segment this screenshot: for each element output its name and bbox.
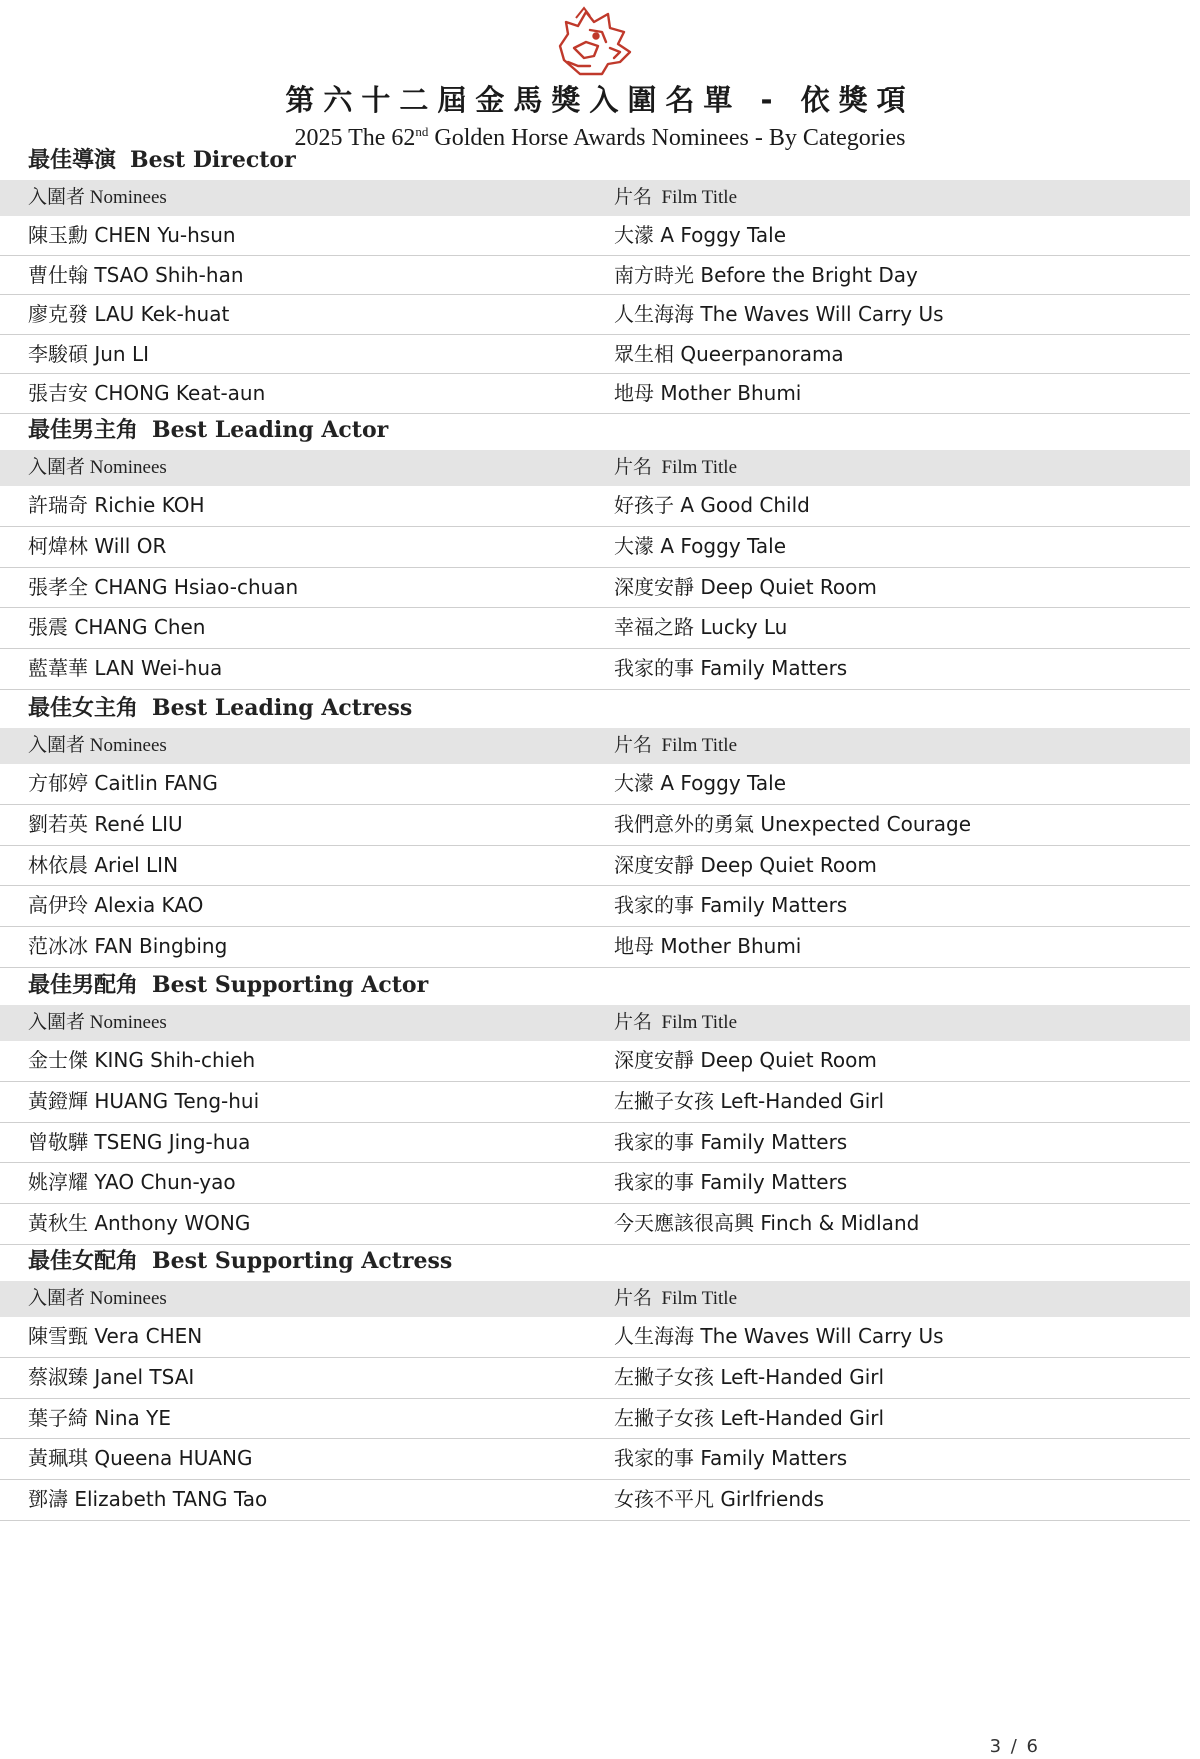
table-row — [0, 927, 1190, 968]
column-header-nominees: 入圍者 Nominees — [28, 1288, 167, 1309]
table-row — [0, 886, 1190, 927]
nominee-name: 劉若英 René LIU — [28, 811, 183, 836]
column-header-film-title: 片名 Film Title — [614, 1012, 738, 1033]
nominee-name: 姚淳耀 YAO Chun-yao — [28, 1170, 236, 1195]
table-row — [0, 649, 1190, 690]
table-row — [0, 216, 1190, 256]
table-row — [0, 1358, 1190, 1399]
column-header-nominees: 入圍者 Nominees — [28, 1012, 167, 1033]
nominee-name: 曹仕翰 TSAO Shih-han — [28, 262, 244, 287]
table-row — [0, 1204, 1190, 1245]
nominee-name: 陳玉勳 CHEN Yu-hsun — [28, 223, 236, 247]
film-title: 我家的事 Family Matters — [614, 893, 848, 918]
nominee-name: 柯煒林 Will OR — [28, 533, 167, 558]
film-title: 好孩子 A Good Child — [614, 493, 810, 517]
nominee-name: 曾敬驊 TSENG Jing-hua — [28, 1129, 251, 1154]
table-row — [0, 1480, 1190, 1521]
table-row — [0, 1082, 1190, 1123]
section-title-en: Best Leading Actress — [152, 695, 413, 721]
table-row — [0, 1123, 1190, 1164]
column-header-nominees: 入圍者 Nominees — [28, 457, 167, 478]
nominee-name: 葉子綺 Nina YE — [28, 1405, 172, 1430]
film-title: 深度安靜 Deep Quiet Room — [614, 1048, 877, 1072]
golden-horse-logo-icon — [550, 4, 640, 80]
film-title: 地母 Mother Bhumi — [614, 381, 802, 406]
column-header-film-title: 片名 Film Title — [614, 1288, 738, 1309]
nominee-name: 陳雪甄 Vera CHEN — [28, 1324, 203, 1348]
column-header-film-title: 片名 Film Title — [614, 457, 738, 478]
nominee-name: 李駿碩 Jun LI — [28, 341, 150, 366]
section-title-zh: 最佳男配角 — [28, 972, 139, 998]
nominee-name: 廖克發 LAU Kek-huat — [28, 302, 230, 327]
film-title: 人生海海 The Waves Will Carry Us — [614, 302, 944, 327]
film-title: 深度安靜 Deep Quiet Room — [614, 574, 877, 599]
table-header-row — [0, 180, 1190, 216]
section-title-zh: 最佳女配角 — [28, 1248, 139, 1274]
nominee-name: 林依晨 Ariel LIN — [28, 852, 179, 877]
table-row — [0, 374, 1190, 414]
award-section — [0, 688, 1190, 968]
table-row — [0, 568, 1190, 609]
table-row — [0, 1163, 1190, 1204]
table-row — [0, 1041, 1190, 1082]
title-en-rest: Golden Horse Awards Nominees - By Categories — [428, 125, 906, 151]
section-title-en: Best Director — [130, 147, 296, 173]
film-title: 今天應該很高興 Finch & Midland — [614, 1211, 920, 1236]
nominee-name: 張震 CHANG Chen — [28, 615, 206, 640]
section-title-en: Best Supporting Actor — [152, 972, 429, 998]
section-title-zh: 最佳男主角 — [28, 417, 139, 443]
table-header-row — [0, 728, 1190, 764]
nominee-name: 張孝全 CHANG Hsiao-chuan — [28, 574, 299, 599]
table-header-row — [0, 1281, 1190, 1317]
film-title: 我們意外的勇氣 Unexpected Courage — [614, 811, 972, 836]
section-title-en: Best Leading Actor — [152, 417, 389, 443]
table-row — [0, 486, 1190, 527]
page-number: 3 / 6 — [989, 1736, 1040, 1757]
film-title: 深度安靜 Deep Quiet Room — [614, 852, 877, 877]
film-title: 左撇子女孩 Left-Handed Girl — [614, 1405, 885, 1430]
nominee-name: 許瑞奇 Richie KOH — [28, 493, 205, 517]
section-title — [0, 140, 1190, 180]
film-title: 南方時光 Before the Bright Day — [614, 262, 918, 287]
section-title — [0, 1241, 1190, 1281]
award-section — [0, 410, 1190, 690]
film-title: 地母 Mother Bhumi — [614, 934, 802, 959]
film-title: 我家的事 Family Matters — [614, 1170, 848, 1195]
film-title: 我家的事 Family Matters — [614, 1446, 848, 1471]
section-title-zh: 最佳女主角 — [28, 695, 139, 721]
film-title: 我家的事 Family Matters — [614, 1129, 848, 1154]
section-title — [0, 410, 1190, 450]
section-title-en: Best Supporting Actress — [152, 1248, 453, 1274]
table-row — [0, 335, 1190, 375]
table-header-row — [0, 1005, 1190, 1041]
film-title: 幸福之路 Lucky Lu — [614, 615, 788, 640]
table-header-row — [0, 450, 1190, 486]
table-row — [0, 608, 1190, 649]
column-header-nominees: 入圍者 Nominees — [28, 735, 167, 756]
nominee-name: 金士傑 KING Shih-chieh — [28, 1048, 256, 1072]
table-row — [0, 1317, 1190, 1358]
table-row — [0, 1399, 1190, 1440]
table-row — [0, 1439, 1190, 1480]
section-title-zh: 最佳導演 — [28, 147, 117, 173]
nominee-name: 張吉安 CHONG Keat-aun — [28, 381, 266, 406]
film-title: 眾生相 Queerpanorama — [614, 341, 844, 366]
column-header-film-title: 片名 Film Title — [614, 187, 738, 208]
nominee-name: 蔡淑臻 Janel TSAI — [28, 1364, 195, 1389]
table-row — [0, 295, 1190, 335]
film-title: 大濛 A Foggy Tale — [614, 771, 787, 795]
table-row — [0, 846, 1190, 887]
nominee-name: 方郁婷 Caitlin FANG — [28, 771, 218, 795]
film-title: 大濛 A Foggy Tale — [614, 223, 787, 247]
table-row — [0, 527, 1190, 568]
film-title: 女孩不平凡 Girlfriends — [614, 1487, 825, 1512]
nominee-name: 鄧濤 Elizabeth TANG Tao — [28, 1487, 268, 1512]
nominee-name: 范冰冰 FAN Bingbing — [28, 934, 228, 959]
nominee-name: 黃珮琪 Queena HUANG — [28, 1446, 253, 1471]
table-row — [0, 805, 1190, 846]
award-section — [0, 1241, 1190, 1521]
nominee-name: 高伊玲 Alexia KAO — [28, 893, 204, 918]
document-header — [0, 0, 1200, 160]
title-en-ordinal-suffix: nd — [415, 124, 429, 139]
film-title: 人生海海 The Waves Will Carry Us — [614, 1324, 944, 1348]
nominee-name: 黃秋生 Anthony WONG — [28, 1211, 251, 1236]
column-header-nominees: 入圍者 Nominees — [28, 187, 167, 208]
film-title: 我家的事 Family Matters — [614, 656, 848, 681]
nominee-name: 藍葦華 LAN Wei-hua — [28, 656, 223, 681]
award-section — [0, 140, 1190, 414]
table-row — [0, 764, 1190, 805]
film-title: 大濛 A Foggy Tale — [614, 533, 787, 558]
table-row — [0, 256, 1190, 296]
column-header-film-title: 片名 Film Title — [614, 735, 738, 756]
section-title — [0, 688, 1190, 728]
nominee-name: 黃鐙輝 HUANG Teng-hui — [28, 1088, 260, 1113]
page-title-chinese: 第六十二屆金馬獎入圍名單 - 依獎項 — [285, 83, 915, 117]
award-section — [0, 965, 1190, 1245]
film-title: 左撇子女孩 Left-Handed Girl — [614, 1364, 885, 1389]
section-title — [0, 965, 1190, 1005]
film-title: 左撇子女孩 Left-Handed Girl — [614, 1088, 885, 1113]
title-en-year: 2025 The 62 — [294, 125, 416, 151]
